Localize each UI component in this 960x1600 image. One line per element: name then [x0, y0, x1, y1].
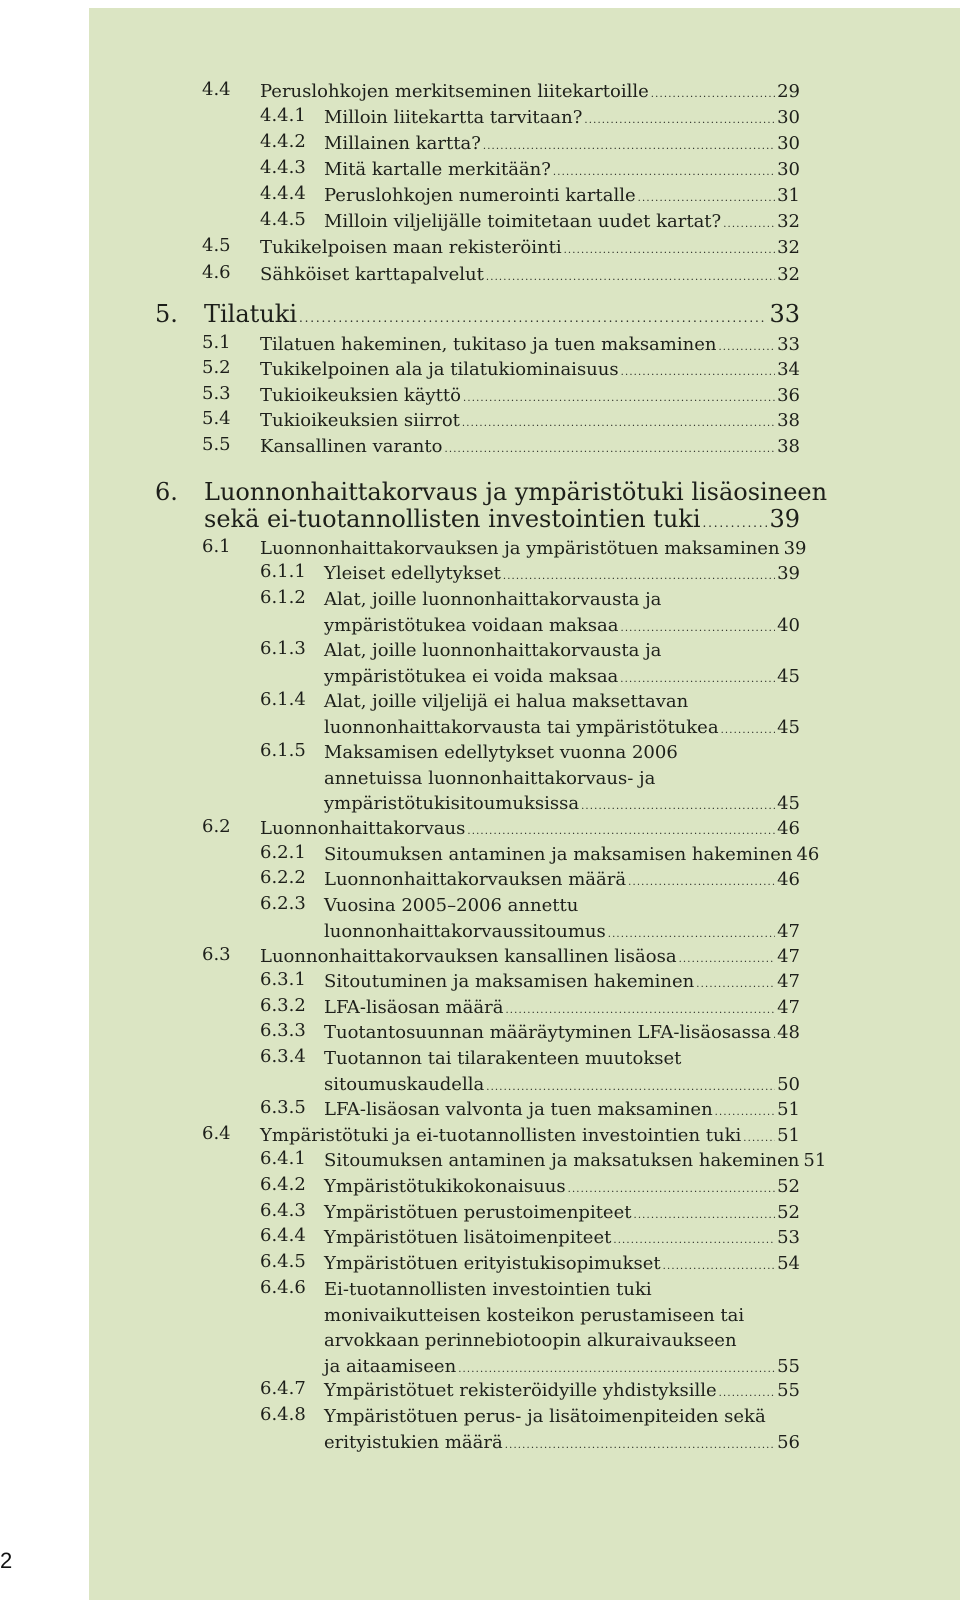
dot-leader [568, 1174, 776, 1203]
dot-leader [723, 209, 775, 238]
toc-entry-number: 6.3.5 [260, 1097, 306, 1118]
dot-leader [608, 919, 775, 948]
toc-entry-page: 52 [777, 1176, 800, 1197]
dot-leader [719, 1378, 775, 1407]
toc-entry-title [324, 587, 800, 641]
toc-entry-page: 51 [803, 1150, 827, 1171]
toc-entry-title-line: LFA-lisäosan määrä [324, 997, 504, 1018]
toc-entry-title-line: Ympäristötukikokonaisuus [324, 1176, 566, 1197]
toc-entry-title-line: Luonnonhaittakorvauksen ja ympäristötuen maksaminen [260, 538, 780, 559]
toc-entry-page: 30 [777, 159, 800, 180]
toc-entry-title-line: Ympäristötuen perus- ja lisätoimenpiteiden sekä [324, 1406, 766, 1427]
toc-entry-number: 6.2 [202, 816, 231, 837]
toc-entry-title-line: Tukikelpoinen ala ja tilatukiominaisuus [260, 359, 619, 380]
toc-entry-title [260, 816, 800, 845]
dot-leader [483, 131, 775, 160]
toc-entry-page: 39 [783, 538, 807, 559]
toc-entry-page: 32 [777, 264, 800, 285]
toc-entry-number: 6.2.3 [260, 893, 306, 914]
toc-entry-title-line: Yleiset edellytykset [324, 563, 501, 584]
toc-entry-number: 6.4.3 [260, 1200, 306, 1221]
toc-entry-page: 32 [777, 237, 800, 258]
toc-entry-number: 6.2.1 [260, 842, 306, 863]
toc-entry-title-line: ja aitaamiseen [324, 1355, 457, 1377]
toc-entry-title-line: luonnonhaittakorvausta tai ympäristötukea [324, 716, 719, 738]
toc-entry-page: 47 [777, 946, 800, 967]
dot-leader [703, 506, 768, 537]
toc-entry-number: 6.4.1 [260, 1148, 306, 1169]
toc-entry-title [260, 408, 800, 437]
toc-entry-title [324, 1225, 800, 1254]
dot-leader [721, 715, 776, 744]
toc-entry-page: 46 [777, 818, 800, 839]
dot-leader [621, 357, 775, 386]
toc-entry-number: 6.4.7 [260, 1378, 306, 1399]
toc-entry-page: 38 [777, 436, 800, 457]
toc-entry-page: 45 [777, 793, 800, 815]
toc-entry-number: 4.4.5 [260, 209, 306, 230]
toc-entry-title-line: Tilatuki [204, 300, 297, 328]
toc-entry-page: 39 [769, 505, 800, 533]
toc-entry-title-line: Ympäristötuen perustoimenpiteet [324, 1202, 632, 1223]
toc-entry-number: 6.4.8 [260, 1404, 306, 1425]
toc-entry-number: 6.1.3 [260, 638, 306, 659]
toc-entry-page: 38 [777, 410, 800, 431]
dot-leader [620, 613, 775, 642]
toc-entry-title-line: Ei-tuotannollisten investointien tuki [324, 1279, 652, 1300]
dot-leader [505, 1430, 775, 1459]
toc-entry-title-line: Luonnonhaittakorvaus ja ympäristötuki lisäosineen [204, 478, 828, 506]
toc-entry-title-line: sekä ei-tuotannollisten investointien tuki [204, 505, 701, 533]
toc-entry-page: 48 [777, 1022, 800, 1043]
toc-entry-title [260, 235, 800, 264]
toc-entry-number: 6.1.4 [260, 689, 306, 710]
toc-entry-title-line: Maksamisen edellytykset vuonna 2006 [324, 742, 678, 763]
toc-entry-title-line: ympäristötukea voidaan maksaa [324, 614, 619, 636]
toc-entry-title [260, 434, 800, 463]
toc-entry-number: 5.3 [202, 383, 231, 404]
dot-leader [299, 301, 767, 332]
toc-entry-number: 6.1.1 [260, 561, 306, 582]
dot-leader [663, 1251, 775, 1280]
toc-entry-title [324, 638, 800, 692]
toc-entry-title-line: Sähköiset karttapalvelut [260, 264, 484, 285]
toc-entry-page: 47 [777, 997, 800, 1018]
toc-entry-number: 6.4.2 [260, 1174, 306, 1195]
toc-entry-number: 6.4 [202, 1123, 231, 1144]
toc-entry-title-line: Sitoumuksen antaminen ja maksatuksen hakeminen [324, 1150, 800, 1171]
toc-entry-number: 4.4.3 [260, 157, 306, 178]
dot-leader [584, 105, 775, 134]
dot-leader [564, 235, 776, 264]
toc-entry-title-line: Tuotannon tai tilarakenteen muutokset [324, 1048, 682, 1069]
toc-entry-title-line: Tukikelpoisen maan rekisteröinti [260, 237, 562, 258]
toc-entry-page: 51 [777, 1099, 800, 1120]
toc-entry-title-line: Mitä kartalle merkitään? [324, 159, 551, 180]
toc-entry-title-line: Ympäristötuet rekisteröidyille yhdistyksille [324, 1380, 717, 1401]
toc-entry-title [204, 478, 828, 537]
toc-entry-number: 4.5 [202, 235, 231, 256]
toc-entry-number: 5.1 [202, 332, 231, 353]
toc-entry-page: 36 [777, 385, 800, 406]
toc-entry-title [324, 1378, 800, 1407]
dot-leader [715, 1097, 775, 1126]
toc-entry-title [324, 1148, 827, 1177]
toc-entry-title-line: Vuosina 2005–2006 annettu [324, 895, 579, 916]
toc-entry-page: 40 [777, 614, 800, 636]
dot-leader [444, 434, 775, 463]
dot-leader [638, 183, 775, 212]
toc-entry-page: 30 [777, 133, 800, 154]
toc-entry-title [324, 1174, 800, 1203]
toc-entry-number: 5.5 [202, 434, 231, 455]
toc-entry-title-line: Ympäristötuki ja ei-tuotannollisten investointien tuki [260, 1125, 742, 1146]
toc-entry-number: 4.4 [202, 79, 231, 100]
toc-entry-title-line: Kansallinen varanto [260, 436, 443, 457]
toc-entry-title-line: Alat, joille luonnonhaittakorvausta ja [324, 640, 662, 661]
toc-entry-title-line: erityistukien määrä [324, 1431, 503, 1453]
toc-entry-title-line: Tuotantosuunnan määräytyminen LFA-lisäosassa [324, 1022, 771, 1043]
toc-entry-title-line: sitoumuskaudella [324, 1073, 485, 1095]
toc-entry-number: 6.3.3 [260, 1020, 306, 1041]
toc-entry-title [324, 105, 800, 134]
toc-entry-title [324, 183, 800, 212]
toc-entry-page: 55 [777, 1355, 800, 1377]
toc-entry-number: 6.3.1 [260, 969, 306, 990]
toc-entry-number: 6.3.2 [260, 995, 306, 1016]
dot-leader [651, 79, 775, 108]
toc-entry-page: 56 [777, 1431, 800, 1453]
toc-entry-title-line: Alat, joille luonnonhaittakorvausta ja [324, 589, 662, 610]
toc-entry-page: 31 [777, 185, 800, 206]
toc-entry-title [204, 301, 800, 332]
toc-entry-title-line: Milloin viljelijälle toimitetaan uudet kartat? [324, 211, 722, 232]
toc-entry-title-line: Tukioikeuksien käyttö [260, 385, 461, 406]
toc-entry-title-line: ympäristötukea ei voida maksaa [324, 665, 619, 687]
toc-entry-page: 47 [777, 971, 800, 992]
toc-entry-page: 53 [777, 1227, 800, 1248]
toc-entry-title-line: Sitoutuminen ja maksamisen hakeminen [324, 971, 695, 992]
toc-entry-number: 4.4.1 [260, 105, 306, 126]
toc-entry-title-line: Luonnonhaittakorvaus [260, 818, 466, 839]
toc-entry-title-line: Luonnonhaittakorvauksen määrä [324, 869, 627, 890]
toc-entry-number: 6.4.4 [260, 1225, 306, 1246]
toc-entry-page: 34 [777, 359, 800, 380]
toc-entry-title-line: Alat, joille viljelijä ei halua maksettavan [324, 691, 689, 712]
toc-entry-title-line: Ympäristötuen erityistukisopimukset [324, 1253, 661, 1274]
toc-entry-title-line: ympäristötukisitoumuksissa [324, 793, 580, 815]
toc-entry-page: 46 [777, 869, 800, 890]
toc-entry-title-line: Tilatuen hakeminen, tukitaso ja tuen maksaminen [260, 334, 717, 355]
toc-entry-title-line: LFA-lisäosan valvonta ja tuen maksaminen [324, 1099, 713, 1120]
toc-entry-number: 6. [155, 478, 178, 506]
toc-entry-title-line: monivaikutteisen kosteikon perustamiseen tai [324, 1304, 745, 1326]
dot-leader [613, 1225, 775, 1254]
dot-leader [486, 1072, 775, 1101]
toc-entry-title-line: Sitoumuksen antaminen ja maksamisen hakeminen [324, 844, 793, 865]
toc-entry-number: 6.1 [202, 536, 231, 557]
toc-entry-title-line: Peruslohkojen numerointi kartalle [324, 185, 636, 206]
dot-leader [773, 1020, 775, 1049]
toc-entry-number: 5.4 [202, 408, 231, 429]
toc-entry-page: 33 [777, 334, 800, 355]
dot-leader [486, 262, 775, 291]
dot-leader [620, 664, 775, 693]
toc-entry-title-line: annetuissa luonnonhaittakorvaus- ja [324, 767, 656, 789]
toc-entry-number: 6.2.2 [260, 867, 306, 888]
page-number: 2 [0, 1548, 13, 1573]
toc-entry-title-line: Tukioikeuksien siirrot [260, 410, 460, 431]
toc-entry-title-line: Milloin liitekartta tarvitaan? [324, 107, 583, 128]
toc-entry-title [324, 1020, 800, 1049]
toc-entry-title [324, 157, 800, 186]
toc-entry-page: 29 [777, 81, 800, 102]
dot-leader [462, 408, 775, 437]
toc-entry-title [324, 1404, 800, 1458]
toc-entry-page: 55 [777, 1380, 800, 1401]
dot-leader [628, 867, 775, 896]
toc-entry-title [324, 1046, 800, 1100]
toc-entry-page: 50 [777, 1073, 800, 1095]
toc-entry-title [324, 740, 800, 820]
toc-entry-title-line: Luonnonhaittakorvauksen kansallinen lisäosa [260, 946, 677, 967]
toc-entry-title [324, 209, 800, 238]
toc-entry-title-line: luonnonhaittakorvaussitoumus [324, 920, 606, 942]
toc-entry-page: 45 [777, 716, 800, 738]
toc-entry-page: 39 [777, 563, 800, 584]
dot-leader [467, 816, 775, 845]
toc-entry-title [324, 131, 800, 160]
toc-entry-title [324, 561, 800, 590]
toc-entry-page: 30 [777, 107, 800, 128]
toc-entry-page: 33 [769, 300, 800, 328]
toc-entry-number: 6.4.6 [260, 1277, 306, 1298]
toc-entry-page: 51 [777, 1125, 800, 1146]
dot-leader [553, 157, 775, 186]
toc-entry-title-line: Peruslohkojen merkitseminen liitekartoille [260, 81, 649, 102]
toc-entry-number: 5.2 [202, 357, 231, 378]
toc-entry-number: 4.4.4 [260, 183, 306, 204]
toc-entry-title [324, 893, 800, 947]
toc-entry-title-line: Ympäristötuen lisätoimenpiteet [324, 1227, 612, 1248]
toc-entry-number: 6.1.5 [260, 740, 306, 761]
dot-leader [503, 561, 775, 590]
toc-entry-number: 5. [155, 300, 178, 328]
toc-entry-number: 4.6 [202, 262, 231, 283]
toc-entry-title-line: arvokkaan perinnebiotoopin alkuraivaukseen [324, 1330, 737, 1352]
dot-leader [696, 969, 775, 998]
toc-entry-number: 4.4.2 [260, 131, 306, 152]
toc-entry-title [324, 689, 800, 743]
toc-entry-title [260, 262, 800, 291]
toc-entry-number: 6.4.5 [260, 1251, 306, 1272]
toc-entry-title-line: Millainen kartta? [324, 133, 481, 154]
toc-entry-title [324, 867, 800, 896]
toc-entry-title [260, 357, 800, 386]
toc-entry-number: 6.1.2 [260, 587, 306, 608]
toc-entry-page: 32 [777, 211, 800, 232]
toc-entry-number: 6.3.4 [260, 1046, 306, 1067]
toc-entry-page: 54 [777, 1253, 800, 1274]
toc-entry-title [324, 1251, 800, 1280]
toc-entry-title [260, 79, 800, 108]
toc-entry-page: 52 [777, 1202, 800, 1223]
toc-entry-title [324, 1277, 800, 1382]
toc-entry-title [324, 1097, 800, 1126]
toc-entry-title [324, 969, 800, 998]
toc-entry-page: 46 [796, 844, 820, 865]
toc-entry-page: 47 [777, 920, 800, 942]
toc-entry-number: 6.3 [202, 944, 231, 965]
toc-entry-page: 45 [777, 665, 800, 687]
